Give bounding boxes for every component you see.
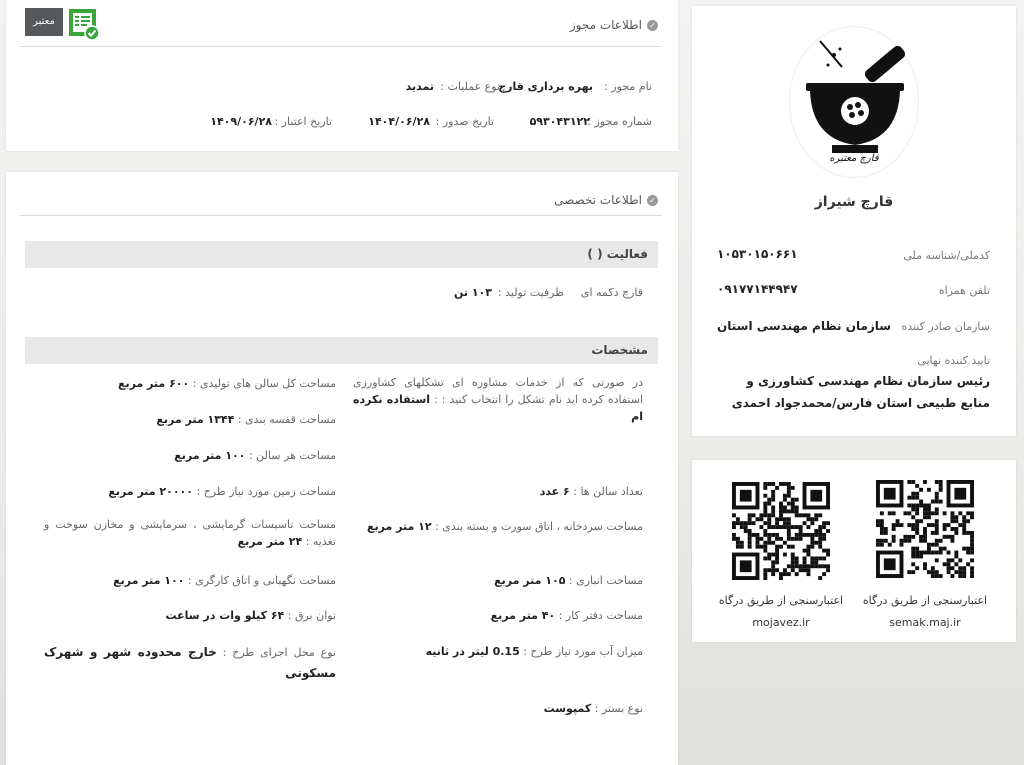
license-name-label: نام مجوز : xyxy=(604,80,652,93)
divider xyxy=(20,46,662,47)
license-number-value: ۵۹۳۰۴۳۱۲۲ xyxy=(529,115,590,128)
license-name-value: بهره برداری قارچ xyxy=(498,80,593,93)
halls-count-field: تعداد سالن ها : ۶ عدد xyxy=(539,485,643,498)
qr-code-semak[interactable] xyxy=(876,480,974,578)
issuer-value: سازمان نظام مهندسی استان xyxy=(717,319,892,333)
capacity-value: ۱۰۳ تن xyxy=(453,286,492,299)
check-circle-icon: ✓ xyxy=(647,20,658,31)
each-hall-area-field: مساحت هر سالن : ۱۰۰ متر مربع xyxy=(174,449,336,462)
national-id-value: ۱۰۵۳۰۱۵۰۶۶۱ xyxy=(717,247,798,261)
expiry-date-value: ۱۴۰۹/۰۶/۲۸ xyxy=(210,115,272,128)
specialist-info-card xyxy=(6,172,678,765)
guard-room-area-field: مساحت نگهبانی و اتاق کارگری : ۱۰۰ متر مربع xyxy=(113,574,336,587)
operation-label: نوع عملیات : xyxy=(440,80,500,93)
operation-value: تمدید xyxy=(405,80,434,93)
issue-date-value: ۱۴۰۴/۰۶/۲۸ xyxy=(368,115,430,128)
power-field: توان برق : ۶۴ کیلو وات در ساعت xyxy=(165,609,336,622)
qr-validation-card xyxy=(692,460,1016,642)
warehouse-field: مساحت انباری : ۱۰۵ متر مربع xyxy=(494,574,643,587)
water-field: میزان آب مورد نیاز طرح : 0.15 لیتر در ثانیه xyxy=(425,645,643,658)
profile-card xyxy=(692,6,1016,436)
national-id-label: کدملی/شناسه ملی xyxy=(903,249,990,262)
total-hall-area-field: مساحت کل سالن های تولیدی : ۶۰۰ متر مربع xyxy=(117,377,336,390)
cold-storage-field: مساحت سردخانه ، اتاق سورت و بسته بندی : ۱۲ متر مربع xyxy=(367,520,643,533)
qr-code-mojavez[interactable] xyxy=(732,482,830,580)
mojavez-url[interactable]: mojavez.ir xyxy=(752,616,810,629)
issuer-label: سازمان صادر کننده xyxy=(901,320,990,333)
license-number-label: شماره مجوز : xyxy=(587,115,652,128)
land-area-field: مساحت زمین مورد نیاز طرح : ۲۰۰۰۰ متر مربع xyxy=(108,485,336,498)
qr-left-caption: اعتبارسنجی از طریق درگاه mojavez.ir xyxy=(711,590,851,634)
specialist-section-title: ✓ اطلاعات تخصصی xyxy=(554,193,658,207)
activity-header: فعالیت ( ) xyxy=(25,241,658,268)
company-name: قارچ شیراز xyxy=(814,194,894,210)
logo-caption: قارچ معتبره xyxy=(829,153,879,164)
specs-header: مشخصات xyxy=(25,337,658,364)
bed-type-field: نوع بستر : کمپوست xyxy=(543,702,643,715)
status-badge: معتبر xyxy=(25,8,63,36)
company-logo xyxy=(789,26,919,178)
semak-url[interactable]: semak.maj.ir xyxy=(889,616,961,629)
approver-label: تایید کننده نهایی xyxy=(917,354,990,367)
divider xyxy=(20,215,662,216)
phone-value: ۰۹۱۷۷۱۴۴۹۴۷ xyxy=(717,282,798,296)
verified-document-icon xyxy=(68,8,100,40)
location-type-field: نوع محل اجرای طرح : خارج محدوده شهر و شهرک مسکونی xyxy=(44,645,336,680)
license-card xyxy=(6,0,678,151)
activity-type: قارچ دکمه ای xyxy=(580,286,643,299)
shelf-area-field: مساحت قفسه بندی : ۱۳۴۴ متر مربع xyxy=(156,413,336,426)
approver-value: رئیس سازمان نظام مهندسی کشاورزی و منابع طبیعی استان فارس/محمدجواد احمدی xyxy=(731,374,990,410)
expiry-date-label: تاریخ اعتبار : xyxy=(274,115,332,128)
qr-right-caption: اعتبارسنجی از طریق درگاه semak.maj.ir xyxy=(855,590,995,634)
consult-field: در صورتی که از خدمات مشاوره ای تشکلهای کشاورزی استفاده کرده اید نام تشکل را انتخاب کنید : : استفاده نکرده ام xyxy=(353,376,643,423)
phone-label: تلفن همراه xyxy=(938,284,990,297)
facilities-area-field: مساحت تاسیسات گرمایشی ، سرمایشی و مخازن سوخت و تغذیه : ۲۴ متر مربع xyxy=(44,518,336,548)
check-circle-icon: ✓ xyxy=(647,195,658,206)
issue-date-label: تاریخ صدور : xyxy=(435,115,494,128)
office-field: مساحت دفتر کار : ۴۰ متر مربع xyxy=(490,609,643,622)
license-section-title: ✓ اطلاعات مجوز xyxy=(570,18,658,32)
capacity-label: ظرفیت تولید : xyxy=(497,286,564,299)
